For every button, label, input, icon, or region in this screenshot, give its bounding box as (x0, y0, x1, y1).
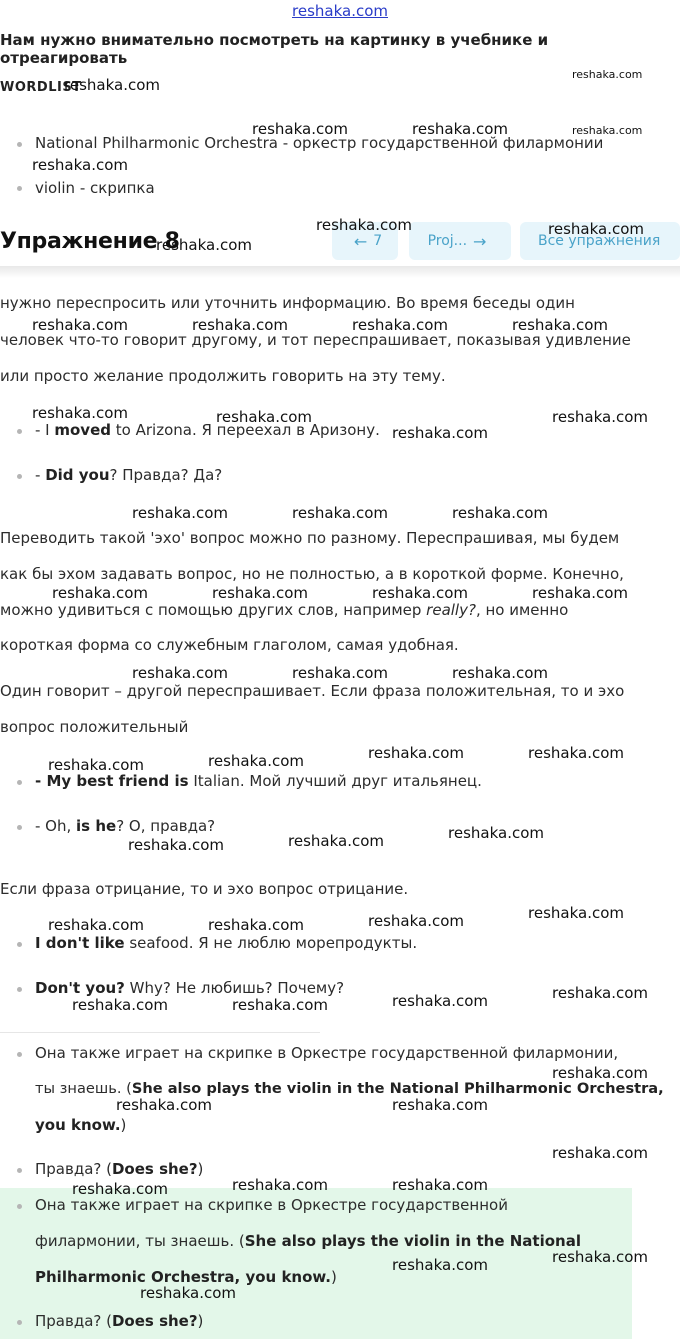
watermark: reshaka.com (528, 904, 624, 922)
para-line: или просто желание продолжить говорить на эту тему. (0, 367, 446, 385)
watermark: reshaka.com (216, 408, 312, 426)
answer-line: Правда? (Does she?) (35, 1312, 204, 1330)
watermark: reshaka.com (140, 1284, 236, 1302)
watermark: reshaka.com (72, 1180, 168, 1198)
watermark: reshaka.com (572, 124, 643, 137)
watermark: reshaka.com (392, 424, 488, 442)
watermark: reshaka.com (448, 824, 544, 842)
watermark: reshaka.com (132, 664, 228, 682)
watermark: reshaka.com (392, 1176, 488, 1194)
watermark: reshaka.com (292, 664, 388, 682)
watermark: reshaka.com (368, 912, 464, 930)
watermark: reshaka.com (64, 76, 160, 94)
watermark: reshaka.com (572, 68, 643, 81)
watermark: reshaka.com (392, 992, 488, 1010)
watermark: reshaka.com (32, 156, 128, 174)
watermark: reshaka.com (132, 504, 228, 522)
prev-exercise-label: 7 (373, 233, 383, 249)
answer-line: you know.) (35, 1116, 127, 1134)
watermark: reshaka.com (552, 984, 648, 1002)
wordlist-item: National Philharmonic Orchestra - оркестр государственной филармонии (35, 134, 604, 152)
wordlist-item: violin - скрипка (35, 179, 155, 197)
para-line: можно удивиться с помощью других слов, например really?, но именно (0, 601, 569, 619)
bullet-icon (17, 942, 22, 947)
watermark: reshaka.com (552, 408, 648, 426)
para-line: человек что-то говорит другому, и тот переспрашивает, показывая удивление (0, 331, 631, 349)
bullet-icon (17, 825, 22, 830)
watermark: reshaka.com (288, 832, 384, 850)
bullet-icon (17, 1052, 22, 1057)
site-link[interactable]: reshaka.com (292, 2, 388, 20)
arrow-right-icon: → (473, 231, 487, 251)
answer-line: ты знаешь. (She also plays the violin in the National Philharmonic Orchestra, (35, 1080, 664, 1097)
watermark: reshaka.com (452, 504, 548, 522)
wordlist-title: WORDLIST (0, 80, 82, 95)
watermark: reshaka.com (32, 316, 128, 334)
para-line: Переводить такой 'эхо' вопрос можно по разному. Переспрашивая, мы будем (0, 529, 620, 547)
exercise-title: Упражнение 8 (0, 229, 180, 254)
bullet-icon (17, 1204, 22, 1209)
watermark: reshaka.com (392, 1256, 488, 1274)
bullet-icon (17, 1168, 22, 1173)
para-line: как бы эхом задавать вопрос, но не полностью, а в короткой форме. Конечно, (0, 565, 624, 583)
para-line: Один говорит – другой переспрашивает. Если фраза положительная, то и эхо (0, 682, 625, 700)
intro-text: Нам нужно внимательно посмотреть на картинку в учебнике и отреагировать (0, 31, 549, 67)
watermark: reshaka.com (552, 1248, 648, 1266)
bullet-icon (17, 987, 22, 992)
watermark: reshaka.com (192, 316, 288, 334)
watermark: reshaka.com (548, 220, 644, 238)
watermark: reshaka.com (368, 744, 464, 762)
next-exercise-label: Proj... (427, 233, 468, 249)
watermark: reshaka.com (552, 1144, 648, 1162)
watermark: reshaka.com (232, 996, 328, 1014)
next-exercise-button[interactable] (409, 222, 511, 260)
watermark: reshaka.com (32, 404, 128, 422)
bullet-icon (17, 780, 22, 785)
watermark: reshaka.com (252, 120, 348, 138)
watermark: reshaka.com (512, 316, 608, 334)
watermark: reshaka.com (116, 1096, 212, 1114)
watermark: reshaka.com (52, 584, 148, 602)
bullet-icon (17, 1320, 22, 1325)
example-line: I don't like seafood. Я не люблю морепродукты. (35, 934, 418, 952)
watermark: reshaka.com (48, 916, 144, 934)
watermark: reshaka.com (352, 316, 448, 334)
para-line: нужно переспросить или уточнить информацию. Во время беседы один (0, 294, 575, 312)
bullet-icon (17, 142, 22, 147)
watermark: reshaka.com (48, 756, 144, 774)
header-shadow (0, 266, 680, 278)
watermark: reshaka.com (292, 504, 388, 522)
answer-line: Правда? (Does she?) (35, 1160, 204, 1178)
all-exercises-label: Все упражнения (538, 233, 661, 249)
example-line: Don't you? Why? Не любишь? Почему? (35, 979, 345, 997)
watermark: reshaka.com (156, 236, 252, 254)
watermark: reshaka.com (232, 1176, 328, 1194)
para-line: Если фраза отрицание, то и эхо вопрос отрицание. (0, 880, 409, 898)
example-line: - I moved to Arizona. Я переехал в Аризону. (35, 421, 380, 439)
bullet-icon (17, 186, 22, 191)
divider (0, 1032, 320, 1033)
watermark: reshaka.com (532, 584, 628, 602)
watermark: reshaka.com (128, 836, 224, 854)
watermark: reshaka.com (392, 1096, 488, 1114)
watermark: reshaka.com (316, 216, 412, 234)
watermark: reshaka.com (372, 584, 468, 602)
watermark: reshaka.com (208, 916, 304, 934)
watermark: reshaka.com (72, 996, 168, 1014)
arrow-left-icon: ← (353, 231, 368, 251)
example-line: - My best friend is Italian. Мой лучший друг итальянец. (35, 772, 482, 790)
answer-line: Она также играет на скрипке в Оркестре государственной (35, 1196, 508, 1214)
watermark: reshaka.com (552, 1064, 648, 1082)
bullet-icon (17, 474, 22, 479)
watermark: reshaka.com (208, 752, 304, 770)
para-line: короткая форма со служебным глаголом, самая удобная. (0, 636, 459, 654)
watermark: reshaka.com (212, 584, 308, 602)
watermark: reshaka.com (452, 664, 548, 682)
para-line: вопрос положительный (0, 718, 189, 736)
example-line: - Did you? Правда? Да? (35, 466, 223, 484)
bullet-icon (17, 429, 22, 434)
answer-line: Philharmonic Orchestra, you know.) (35, 1268, 337, 1286)
answer-line: Она также играет на скрипке в Оркестре государственной филармонии, (35, 1044, 619, 1062)
watermark: reshaka.com (528, 744, 624, 762)
example-line: - Oh, is he? О, правда? (35, 817, 216, 835)
watermark: reshaka.com (412, 120, 508, 138)
answer-line: филармонии, ты знаешь. (She also plays the violin in the National (35, 1232, 581, 1250)
